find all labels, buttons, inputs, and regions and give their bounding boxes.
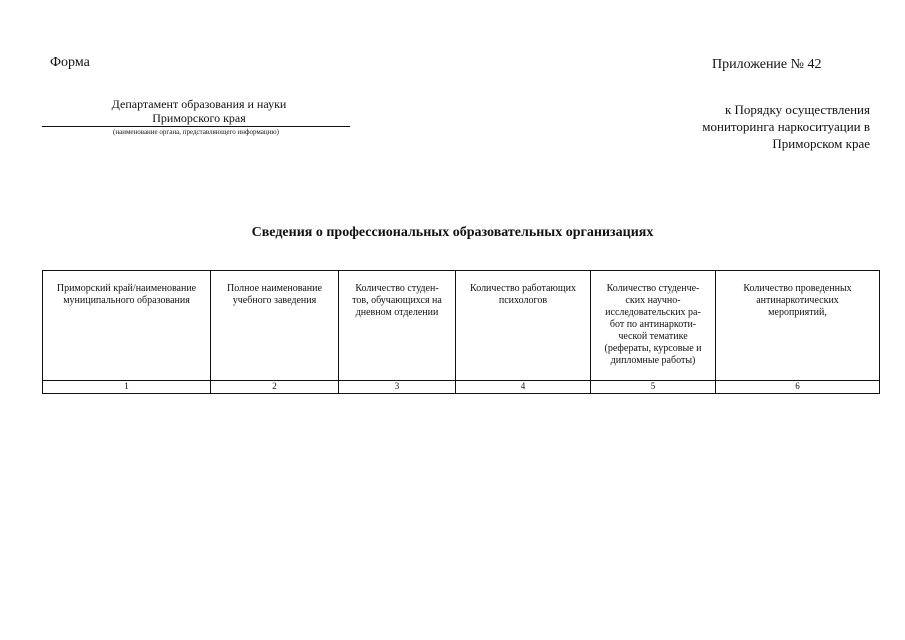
- column-header-institution: Полное наименование учебного заведения: [211, 271, 339, 381]
- table-header-row: [43, 271, 880, 381]
- column-header-events: Количество проведенных антинаркотических мероприятий,: [716, 271, 880, 381]
- form-label: Форма: [50, 55, 90, 70]
- order-reference: к Порядку осуществления мониторинга наркоситуации в Приморском крае: [702, 102, 870, 151]
- column-header-psychologists: Количество работающих психологов: [456, 271, 591, 381]
- column-number: 4: [456, 381, 591, 394]
- department-underline: [42, 126, 350, 127]
- column-header-region: Приморский край/наименование муниципального образования: [43, 271, 211, 381]
- column-header-students: Количество студен- тов, обучающихся на дневном отделении: [339, 271, 456, 381]
- department-name: Департамент образования и науки Приморского края: [111, 97, 287, 125]
- document-title: Сведения о профессиональных образовательных организациях: [251, 225, 654, 240]
- column-number: 6: [716, 381, 880, 394]
- column-number: 2: [211, 381, 339, 394]
- data-table: [42, 270, 880, 394]
- table-number-row: [43, 381, 880, 394]
- column-header-research-works: Количество студенче- ских научно- исследовательских ра- бот по антинаркоти- ческой тематике (рефераты, курсовые и дипломные работы): [591, 271, 716, 381]
- column-number: 3: [339, 381, 456, 394]
- appendix-number: Приложение № 42: [712, 57, 822, 72]
- column-number: 1: [43, 381, 211, 394]
- department-caption: (наименование органа, представляющего информацию): [113, 128, 279, 136]
- column-number: 5: [591, 381, 716, 394]
